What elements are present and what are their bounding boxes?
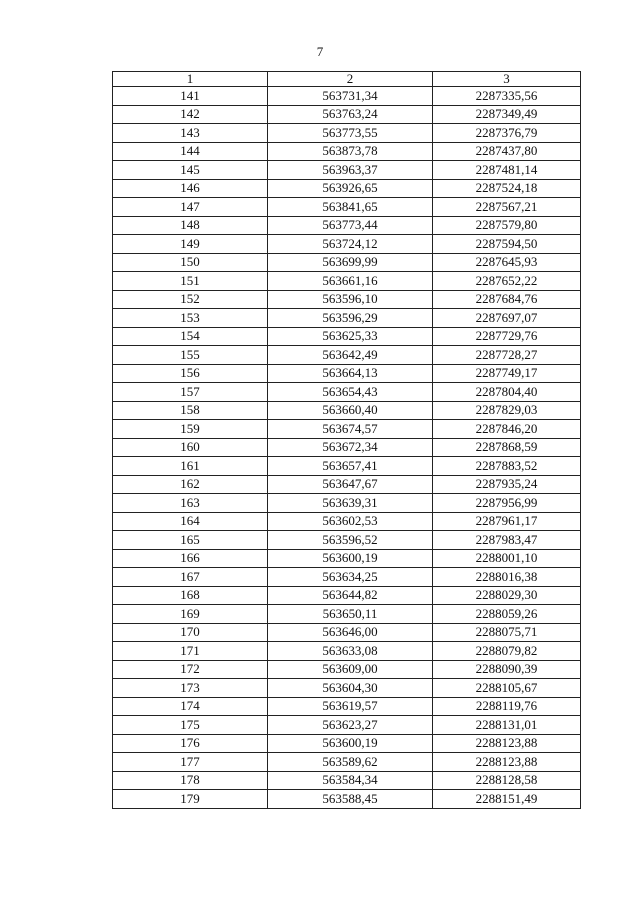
point-number-cell: 160 <box>113 438 268 457</box>
x-coordinate-cell: 563873,78 <box>268 142 433 161</box>
point-number-cell: 168 <box>113 586 268 605</box>
x-coordinate-cell: 563600,19 <box>268 734 433 753</box>
x-coordinate-cell: 563654,43 <box>268 383 433 402</box>
y-coordinate-cell: 2288105,67 <box>433 679 581 698</box>
point-number-cell: 170 <box>113 623 268 642</box>
table-row <box>113 753 581 772</box>
header-row <box>113 72 581 87</box>
y-coordinate-cell: 2288075,71 <box>433 623 581 642</box>
point-number-cell: 156 <box>113 364 268 383</box>
x-coordinate-cell: 563602,53 <box>268 512 433 531</box>
x-coordinate-cell: 563633,08 <box>268 642 433 661</box>
y-coordinate-cell: 2288131,01 <box>433 716 581 735</box>
table-row <box>113 216 581 235</box>
table-row <box>113 697 581 716</box>
x-coordinate-cell: 563724,12 <box>268 235 433 254</box>
point-number-cell: 174 <box>113 697 268 716</box>
x-coordinate-cell: 563661,16 <box>268 272 433 291</box>
coordinates-table <box>112 71 581 809</box>
x-coordinate-cell: 563731,34 <box>268 87 433 106</box>
y-coordinate-cell: 2287749,17 <box>433 364 581 383</box>
x-coordinate-cell: 563639,31 <box>268 494 433 513</box>
table-row <box>113 623 581 642</box>
point-number-cell: 144 <box>113 142 268 161</box>
x-coordinate-cell: 563664,13 <box>268 364 433 383</box>
table-row <box>113 346 581 365</box>
table-row <box>113 494 581 513</box>
y-coordinate-cell: 2287349,49 <box>433 105 581 124</box>
y-coordinate-cell: 2287956,99 <box>433 494 581 513</box>
table-row <box>113 512 581 531</box>
x-coordinate-cell: 563600,19 <box>268 549 433 568</box>
y-coordinate-cell: 2287437,80 <box>433 142 581 161</box>
table-row <box>113 198 581 217</box>
point-number-cell: 177 <box>113 753 268 772</box>
point-number-cell: 158 <box>113 401 268 420</box>
y-coordinate-cell: 2287594,50 <box>433 235 581 254</box>
header-col-1: 1 <box>113 72 268 87</box>
table-row <box>113 438 581 457</box>
x-coordinate-cell: 563926,65 <box>268 179 433 198</box>
table-row <box>113 87 581 106</box>
table-row <box>113 660 581 679</box>
header-col-2: 2 <box>268 72 433 87</box>
table-row <box>113 457 581 476</box>
table-row <box>113 253 581 272</box>
x-coordinate-cell: 563596,52 <box>268 531 433 550</box>
y-coordinate-cell: 2288079,82 <box>433 642 581 661</box>
point-number-cell: 155 <box>113 346 268 365</box>
y-coordinate-cell: 2287983,47 <box>433 531 581 550</box>
x-coordinate-cell: 563625,33 <box>268 327 433 346</box>
point-number-cell: 148 <box>113 216 268 235</box>
x-coordinate-cell: 563647,67 <box>268 475 433 494</box>
point-number-cell: 142 <box>113 105 268 124</box>
x-coordinate-cell: 563763,24 <box>268 105 433 124</box>
table-row <box>113 568 581 587</box>
x-coordinate-cell: 563609,00 <box>268 660 433 679</box>
table-row <box>113 716 581 735</box>
point-number-cell: 161 <box>113 457 268 476</box>
table-row <box>113 290 581 309</box>
point-number-cell: 179 <box>113 790 268 809</box>
table-body <box>113 87 581 809</box>
table-row <box>113 549 581 568</box>
point-number-cell: 166 <box>113 549 268 568</box>
table-row <box>113 531 581 550</box>
x-coordinate-cell: 563660,40 <box>268 401 433 420</box>
y-coordinate-cell: 2287729,76 <box>433 327 581 346</box>
y-coordinate-cell: 2287524,18 <box>433 179 581 198</box>
point-number-cell: 164 <box>113 512 268 531</box>
point-number-cell: 178 <box>113 771 268 790</box>
table-row <box>113 475 581 494</box>
point-number-cell: 143 <box>113 124 268 143</box>
y-coordinate-cell: 2288029,30 <box>433 586 581 605</box>
y-coordinate-cell: 2287935,24 <box>433 475 581 494</box>
y-coordinate-cell: 2287652,22 <box>433 272 581 291</box>
table-row <box>113 105 581 124</box>
x-coordinate-cell: 563699,99 <box>268 253 433 272</box>
page-number: 7 <box>316 44 324 59</box>
x-coordinate-cell: 563588,45 <box>268 790 433 809</box>
x-coordinate-cell: 563634,25 <box>268 568 433 587</box>
x-coordinate-cell: 563646,00 <box>268 623 433 642</box>
y-coordinate-cell: 2288123,88 <box>433 734 581 753</box>
point-number-cell: 171 <box>113 642 268 661</box>
y-coordinate-cell: 2287697,07 <box>433 309 581 328</box>
point-number-cell: 151 <box>113 272 268 291</box>
table-row <box>113 642 581 661</box>
y-coordinate-cell: 2287567,21 <box>433 198 581 217</box>
y-coordinate-cell: 2288123,88 <box>433 753 581 772</box>
y-coordinate-cell: 2287846,20 <box>433 420 581 439</box>
table-row <box>113 586 581 605</box>
header-col-3: 3 <box>433 72 581 87</box>
table-row <box>113 401 581 420</box>
y-coordinate-cell: 2287804,40 <box>433 383 581 402</box>
point-number-cell: 163 <box>113 494 268 513</box>
point-number-cell: 165 <box>113 531 268 550</box>
y-coordinate-cell: 2288059,26 <box>433 605 581 624</box>
y-coordinate-cell: 2287335,56 <box>433 87 581 106</box>
point-number-cell: 146 <box>113 179 268 198</box>
point-number-cell: 159 <box>113 420 268 439</box>
table-row <box>113 179 581 198</box>
point-number-cell: 147 <box>113 198 268 217</box>
x-coordinate-cell: 563841,65 <box>268 198 433 217</box>
y-coordinate-cell: 2288151,49 <box>433 790 581 809</box>
point-number-cell: 172 <box>113 660 268 679</box>
x-coordinate-cell: 563619,57 <box>268 697 433 716</box>
x-coordinate-cell: 563773,55 <box>268 124 433 143</box>
point-number-cell: 141 <box>113 87 268 106</box>
point-number-cell: 173 <box>113 679 268 698</box>
point-number-cell: 152 <box>113 290 268 309</box>
table-row <box>113 771 581 790</box>
table-row <box>113 383 581 402</box>
point-number-cell: 157 <box>113 383 268 402</box>
y-coordinate-cell: 2287645,93 <box>433 253 581 272</box>
x-coordinate-cell: 563623,27 <box>268 716 433 735</box>
table-row <box>113 679 581 698</box>
y-coordinate-cell: 2288119,76 <box>433 697 581 716</box>
point-number-cell: 150 <box>113 253 268 272</box>
table-row <box>113 420 581 439</box>
x-coordinate-cell: 563773,44 <box>268 216 433 235</box>
x-coordinate-cell: 563596,10 <box>268 290 433 309</box>
table-row <box>113 235 581 254</box>
x-coordinate-cell: 563589,62 <box>268 753 433 772</box>
table-row <box>113 364 581 383</box>
y-coordinate-cell: 2288016,38 <box>433 568 581 587</box>
point-number-cell: 154 <box>113 327 268 346</box>
point-number-cell: 153 <box>113 309 268 328</box>
point-number-cell: 145 <box>113 161 268 180</box>
y-coordinate-cell: 2287829,03 <box>433 401 581 420</box>
table-row <box>113 605 581 624</box>
x-coordinate-cell: 563672,34 <box>268 438 433 457</box>
table-row <box>113 790 581 809</box>
point-number-cell: 149 <box>113 235 268 254</box>
table-row <box>113 161 581 180</box>
x-coordinate-cell: 563596,29 <box>268 309 433 328</box>
y-coordinate-cell: 2288090,39 <box>433 660 581 679</box>
x-coordinate-cell: 563657,41 <box>268 457 433 476</box>
y-coordinate-cell: 2287728,27 <box>433 346 581 365</box>
point-number-cell: 162 <box>113 475 268 494</box>
y-coordinate-cell: 2287579,80 <box>433 216 581 235</box>
y-coordinate-cell: 2287961,17 <box>433 512 581 531</box>
y-coordinate-cell: 2287684,76 <box>433 290 581 309</box>
x-coordinate-cell: 563650,11 <box>268 605 433 624</box>
point-number-cell: 175 <box>113 716 268 735</box>
y-coordinate-cell: 2288128,58 <box>433 771 581 790</box>
table-header <box>113 72 581 87</box>
x-coordinate-cell: 563963,37 <box>268 161 433 180</box>
x-coordinate-cell: 563644,82 <box>268 586 433 605</box>
point-number-cell: 169 <box>113 605 268 624</box>
y-coordinate-cell: 2287376,79 <box>433 124 581 143</box>
y-coordinate-cell: 2288001,10 <box>433 549 581 568</box>
x-coordinate-cell: 563604,30 <box>268 679 433 698</box>
point-number-cell: 167 <box>113 568 268 587</box>
x-coordinate-cell: 563584,34 <box>268 771 433 790</box>
table-row <box>113 142 581 161</box>
table-row <box>113 309 581 328</box>
table-row <box>113 272 581 291</box>
y-coordinate-cell: 2287868,59 <box>433 438 581 457</box>
table-row <box>113 327 581 346</box>
y-coordinate-cell: 2287883,52 <box>433 457 581 476</box>
point-number-cell: 176 <box>113 734 268 753</box>
x-coordinate-cell: 563642,49 <box>268 346 433 365</box>
table-row <box>113 124 581 143</box>
table-row <box>113 734 581 753</box>
x-coordinate-cell: 563674,57 <box>268 420 433 439</box>
y-coordinate-cell: 2287481,14 <box>433 161 581 180</box>
